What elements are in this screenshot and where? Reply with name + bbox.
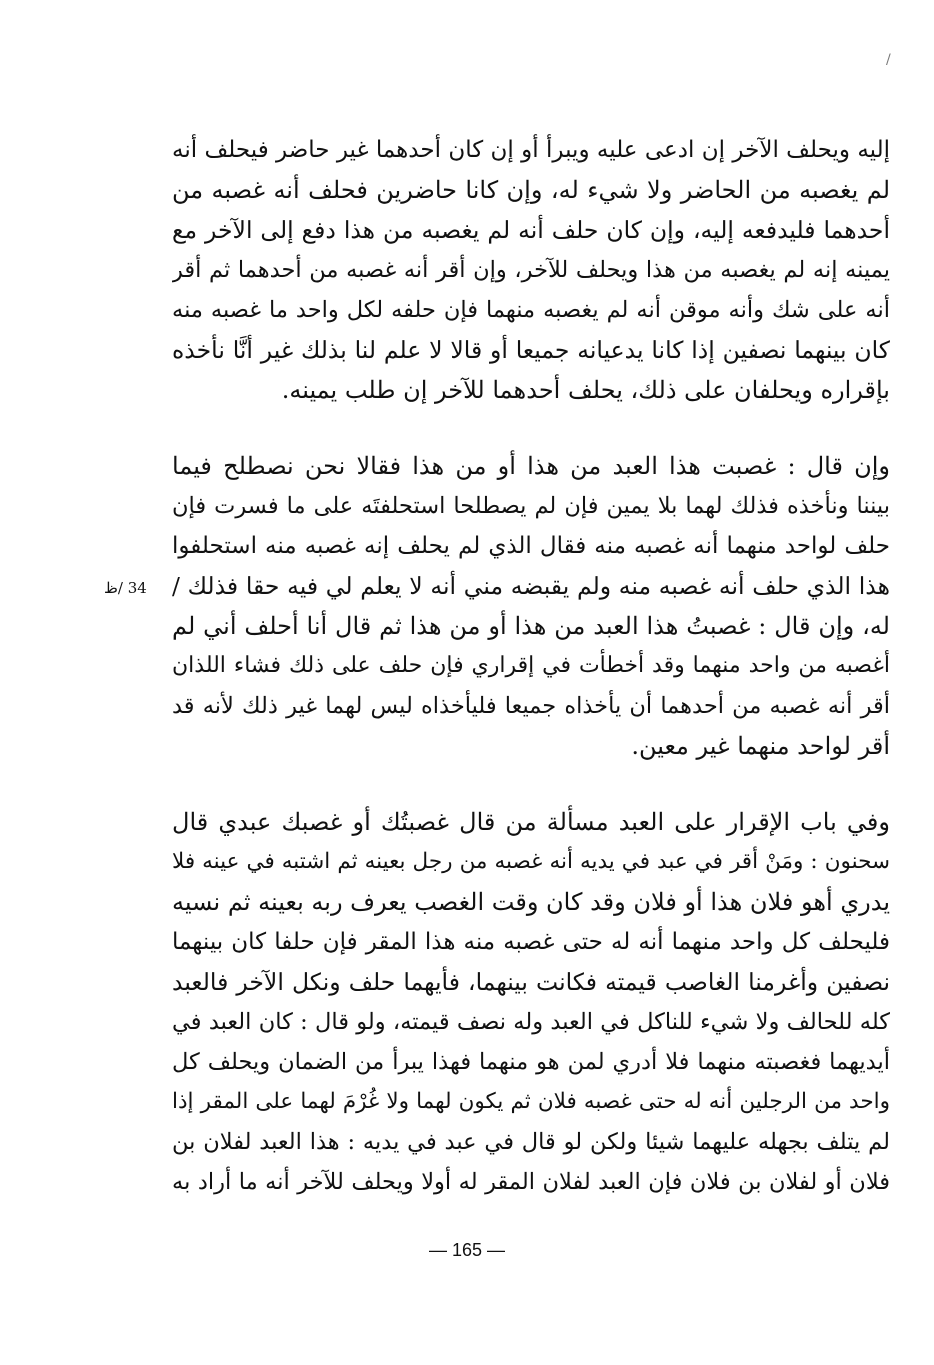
text-line: بيننا ونأخذه فذلك لهما بلا يمين فإن لم يصطلحا استحلفتَه على ما فسرت فإن [172, 493, 890, 519]
text-line: أقر لواحد منهما غير معين. [631, 732, 890, 760]
text-line: يدري أهو فلان هذا أو فلان وقد كان وقت الغصب يعرف ربه بعينه ثم نسيه [172, 888, 890, 916]
text-line: لم يتلف بجهله عليهما شيئا ولكن لو قال في عبد في يديه : هذا العبد لفلان بن [172, 1129, 890, 1155]
page-number: — 165 — [428, 1240, 506, 1260]
text-line: لم يغصبه من الحاضر ولا شيء له، وإن كانا حاضرين فحلف أنه غصبه من [172, 176, 890, 204]
text-line: أحدهما فليدفعه إليه، وإن كان حلف أنه لم يغصبه من هذا دفع إلى الآخر مع [172, 216, 890, 244]
text-line: فليحلف كل واحد منهما أنه له حتى غصبه منه هذا المقر فإن حلفا كان بينهما [172, 929, 890, 955]
paragraph-3 [172, 802, 890, 1202]
text-line: أنه على شك وأنه موقن أنه لم يغصبه منهما فإن حلفه لكل واحد ما غصبه منه [172, 297, 890, 323]
text-line: واحد من الرجلين أنه له حتى غصبه فلان ثم يكون لهما ولا غُرْمَ لهما على المقر إذا [172, 1089, 890, 1114]
text-line: وفي باب الإقرار على العبد مسألة من قال غصبتُك أو غصبك عبدي قال [172, 808, 890, 836]
text-line: كله للحالف ولا شيء للناكل في العبد وله نصف قيمته، ولو قال : كان العبد في [172, 1009, 890, 1035]
text-line: بإقراره ويحلفان على ذلك، يحلف أحدهما للآخر إن طلب يمينه. [281, 376, 890, 404]
text-line: هذا الذي حلف أنه غصبه منه ولم يقبضه مني أنه لا يعلم لي فيه حقا فذلك / [172, 572, 890, 600]
text-line: إليه ويحلف الآخر إن ادعى عليه ويبرأ أو إن كان أحدهما غير حاضر فيحلف أنه [172, 137, 890, 163]
text-line: وإن قال : غصبت هذا العبد من هذا أو من هذا فقالا نحن نصطلح فيما [172, 452, 890, 480]
text-line: فلان أو لفلان بن فلان فإن العبد لفلان المقر له أولا ويحلف للآخر أنه ما أراد به [172, 1169, 890, 1195]
text-line: نصفين وأغرمنا الغاصب قيمته فكانت بينهما، فأيهما حلف ونكل الآخر فالعبد [172, 968, 890, 996]
text-line: أقر أنه غصبه من أحدهما أن يأخذاه جميعا فليأخذاه ليس لهما غير ذلك لأنه قد [172, 693, 890, 719]
text-line: أغصبه من واحد منهما وقد أخطأت في إقراري فإن حلف على ذلك فشاء اللذان [172, 653, 890, 678]
text-line: كان بينهما نصفين إذا كانا يدعيانه جميعا أو قالا لا علم لنا بذلك غير أنَّا نأخذه [172, 336, 890, 364]
text-line: أيديهما فغصبته منهما فلا أدري لمن هو منهما فهذا يبرأ من الضمان ويحلف كل [172, 1049, 890, 1075]
text-line: حلف لواحد منهما أنه غصبه منه فقال الذي لم يحلف إنه غصبه منه استحلفوا [172, 533, 890, 559]
text-line: سحنون : ومَنْ أقر في عبد في يديه أنه غصبه من رجل بعينه ثم اشتبه في عينه فلا [172, 849, 890, 874]
text-line: له، وإن قال : غصبتُ هذا العبد من هذا أو من هذا ثم قال أنا أحلف أني لم [172, 612, 890, 640]
margin-folio-note: 34 /ظ [104, 579, 147, 597]
stray-mark: / [886, 52, 891, 68]
paragraph-1 [172, 130, 890, 410]
text-line: يمينه إنه لم يغصبه من هذا ويحلف للآخر، وإن أقر أنه غصبه من أحدهما ثم أقر [172, 257, 890, 283]
paragraph-2 [172, 446, 890, 766]
